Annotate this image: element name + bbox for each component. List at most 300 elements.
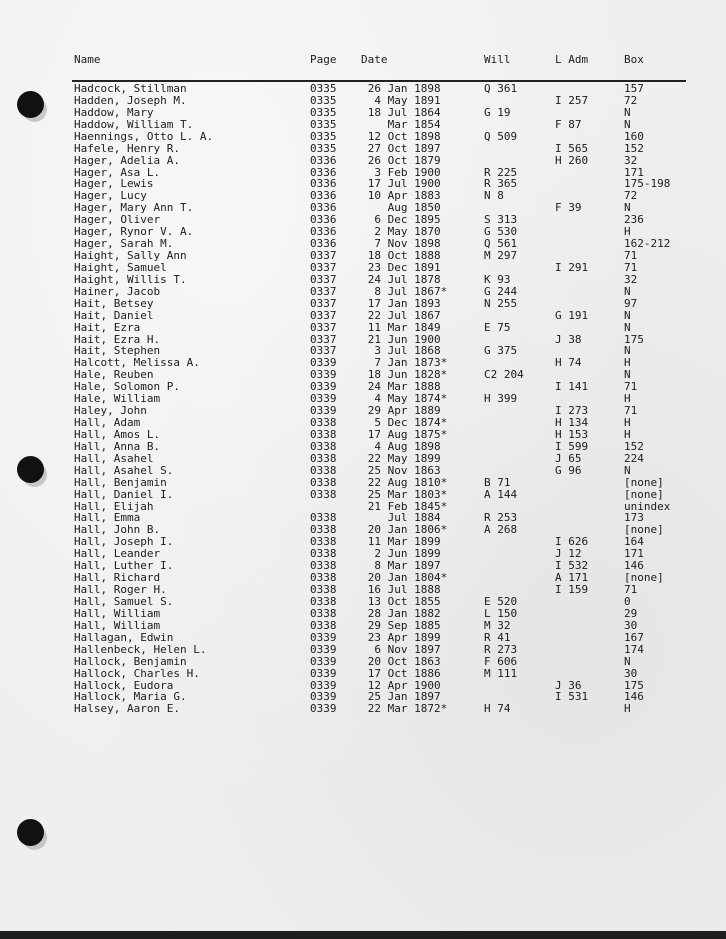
page-cell: 0335 [310, 141, 337, 155]
l-adm-cell: J 38 [555, 332, 582, 346]
l-adm-cell: F 87 [555, 117, 582, 131]
name-cell: Hall, Adam [74, 416, 141, 430]
date-day: 3 [374, 344, 381, 358]
date-month-year: May 1874* [387, 392, 448, 406]
name-cell: Hall, William [74, 606, 161, 620]
date-month-year: Jul 1900 [387, 177, 441, 191]
header-will: Will [484, 53, 511, 66]
date-month-year: Nov 1897 [387, 642, 441, 656]
date-month-year: Aug 1898 [387, 439, 441, 453]
punch-hole-bottom [17, 819, 44, 846]
will-cell: Q 509 [484, 129, 518, 143]
table-row [0, 465, 726, 477]
name-cell: Haley, John [74, 404, 147, 418]
date-day: 4 [374, 439, 381, 453]
box-cell: 175-198 [624, 177, 671, 191]
page-cell: 0339 [310, 666, 337, 680]
name-cell: Hall, Samuel S. [74, 594, 174, 608]
table-row [0, 703, 726, 715]
date-month-year: Aug 1810* [387, 475, 448, 489]
name-cell: Hait, Ezra [74, 320, 141, 334]
date-month-year: Mar 1854 [387, 117, 441, 131]
date-month-year: Dec 1874* [387, 416, 448, 430]
page-cell: 0336 [310, 201, 337, 215]
name-cell: Hager, Asa L. [74, 165, 161, 179]
date-month-year: Jul 1867* [387, 284, 448, 298]
table-row [0, 322, 726, 334]
box-cell: N [624, 117, 631, 131]
page-cell: 0337 [310, 260, 337, 274]
date-day: 17 [367, 666, 381, 680]
table-row [0, 119, 726, 131]
page-cell: 0337 [310, 249, 337, 263]
name-cell: Hager, Adelia A. [74, 153, 180, 167]
date-month-year: Jul 1878 [387, 272, 441, 286]
date-day: 20 [367, 571, 381, 585]
table-row [0, 298, 726, 310]
l-adm-cell: I 532 [555, 559, 589, 573]
l-adm-cell: I 141 [555, 380, 589, 394]
date-day: 3 [374, 165, 381, 179]
date-month-year: Jan 1898 [387, 82, 441, 95]
date-month-year: Oct 1888 [387, 249, 441, 263]
page-cell: 0338 [310, 571, 337, 585]
box-cell: 32 [624, 153, 638, 167]
date-month-year: May 1899 [387, 451, 441, 465]
name-cell: Halcott, Melissa A. [74, 356, 200, 370]
will-cell: M 111 [484, 666, 518, 680]
box-cell: H [624, 416, 631, 430]
box-cell: [none] [624, 523, 664, 537]
box-cell: N [624, 105, 631, 119]
box-cell: 167 [624, 630, 644, 644]
page-cell: 0335 [310, 117, 337, 131]
will-cell: G 530 [484, 225, 518, 239]
date-day: 12 [367, 129, 381, 143]
will-cell: R 225 [484, 165, 518, 179]
l-adm-cell: G 96 [555, 463, 582, 477]
will-cell: C2 204 [484, 368, 524, 382]
date-month-year: Aug 1875* [387, 427, 448, 441]
header-page: Page [310, 53, 337, 66]
date-month-year: Dec 1895 [387, 213, 441, 227]
box-cell: N [624, 654, 631, 668]
l-adm-cell: I 273 [555, 404, 589, 418]
box-cell: H [624, 427, 631, 441]
table-row [0, 656, 726, 668]
date-day: 11 [367, 320, 381, 334]
date-day: 7 [374, 356, 381, 370]
page-cell: 0335 [310, 129, 337, 143]
box-cell: 175 [624, 678, 644, 692]
page-cell: 0336 [310, 153, 337, 167]
name-cell: Hallagan, Edwin [74, 630, 174, 644]
l-adm-cell: I 531 [555, 690, 589, 704]
date-month-year: Jun 1899 [387, 547, 441, 561]
page-cell: 0338 [310, 451, 337, 465]
will-cell: A 144 [484, 487, 518, 501]
date-month-year: Feb 1845* [387, 499, 448, 513]
date-day: 17 [367, 177, 381, 191]
date-day: 6 [374, 213, 381, 227]
l-adm-cell: H 74 [555, 356, 582, 370]
box-cell: 32 [624, 272, 638, 286]
date-day: 5 [374, 416, 381, 430]
page-cell: 0339 [310, 690, 337, 704]
will-cell: M 297 [484, 249, 518, 263]
page-cell: 0338 [310, 511, 337, 525]
date-month-year: Sep 1885 [387, 618, 441, 632]
page-cell: 0336 [310, 189, 337, 203]
date-day: 4 [374, 392, 381, 406]
date-day: 21 [367, 499, 381, 513]
date-month-year: Oct 1886 [387, 666, 441, 680]
date-day: 25 [367, 463, 381, 477]
name-cell: Hall, William [74, 618, 161, 632]
name-cell: Haddow, Mary [74, 105, 154, 119]
page-cell: 0336 [310, 225, 337, 239]
date-month-year: Apr 1899 [387, 630, 441, 644]
name-cell: Hager, Lewis [74, 177, 154, 191]
will-cell: L 150 [484, 606, 518, 620]
date-day: 18 [367, 249, 381, 263]
box-cell: 71 [624, 404, 638, 418]
date-day: 23 [367, 260, 381, 274]
name-cell: Hall, Asahel S. [74, 463, 174, 477]
date-month-year: Mar 1899 [387, 535, 441, 549]
date-month-year: Jan 1897 [387, 690, 441, 704]
box-cell: 29 [624, 606, 638, 620]
page-cell: 0335 [310, 82, 337, 95]
name-cell: Hall, Joseph I. [74, 535, 174, 549]
table-row [0, 286, 726, 298]
page-cell: 0335 [310, 93, 337, 107]
l-adm-cell: G 191 [555, 308, 589, 322]
box-cell: [none] [624, 475, 664, 489]
box-cell: 174 [624, 642, 644, 656]
l-adm-cell: H 153 [555, 427, 589, 441]
box-cell: 152 [624, 141, 644, 155]
page-cell: 0336 [310, 165, 337, 179]
will-cell: F 606 [484, 654, 518, 668]
page-cell: 0339 [310, 356, 337, 370]
name-cell: Hallock, Eudora [74, 678, 174, 692]
box-cell: N [624, 201, 631, 215]
table-header [0, 54, 726, 66]
box-cell: H [624, 702, 631, 716]
box-cell: 71 [624, 583, 638, 597]
l-adm-cell: I 257 [555, 93, 589, 107]
box-cell: 72 [624, 189, 638, 203]
box-cell: 97 [624, 296, 638, 310]
header-box: Box [624, 53, 644, 66]
will-cell: R 253 [484, 511, 518, 525]
date-month-year: May 1891 [387, 93, 441, 107]
name-cell: Halsey, Aaron E. [74, 702, 180, 716]
page-cell: 0338 [310, 416, 337, 430]
box-cell: [none] [624, 571, 664, 585]
name-cell: Haight, Sally Ann [74, 249, 187, 263]
will-cell: N 8 [484, 189, 504, 203]
name-cell: Hait, Betsey [74, 296, 154, 310]
date-month-year: Oct 1897 [387, 141, 441, 155]
date-day: 13 [367, 594, 381, 608]
l-adm-cell: I 159 [555, 583, 589, 597]
date-day: 24 [367, 272, 381, 286]
table-row [0, 143, 726, 155]
l-adm-cell: J 36 [555, 678, 582, 692]
page-cell: 0339 [310, 654, 337, 668]
box-cell: unindex [624, 499, 671, 513]
header-name: Name [74, 53, 101, 66]
l-adm-cell: I 291 [555, 260, 589, 274]
box-cell: N [624, 368, 631, 382]
name-cell: Hall, Benjamin [74, 475, 167, 489]
will-cell: Q 361 [484, 82, 518, 95]
name-cell: Hait, Stephen [74, 344, 161, 358]
name-cell: Haddow, William T. [74, 117, 194, 131]
date-day: 22 [367, 308, 381, 322]
date-day: 18 [367, 368, 381, 382]
box-cell: 173 [624, 511, 644, 525]
l-adm-cell: J 12 [555, 547, 582, 561]
name-cell: Hallock, Charles H. [74, 666, 200, 680]
date-month-year: Jan 1873* [387, 356, 448, 370]
name-cell: Hallock, Benjamin [74, 654, 187, 668]
page-cell: 0338 [310, 559, 337, 573]
page-cell: 0338 [310, 535, 337, 549]
l-adm-cell: I 626 [555, 535, 589, 549]
box-cell: 160 [624, 129, 644, 143]
date-day: 23 [367, 630, 381, 644]
box-cell: 164 [624, 535, 644, 549]
l-adm-cell: H 260 [555, 153, 589, 167]
date-month-year: Apr 1883 [387, 189, 441, 203]
table-row [0, 489, 726, 501]
will-cell: G 19 [484, 105, 511, 119]
page-cell: 0338 [310, 547, 337, 561]
box-cell: 72 [624, 93, 638, 107]
box-cell: N [624, 463, 631, 477]
page-cell: 0337 [310, 344, 337, 358]
date-day: 2 [374, 225, 381, 239]
page-cell: 0339 [310, 380, 337, 394]
name-cell: Hager, Rynor V. A. [74, 225, 194, 239]
date-day: 21 [367, 332, 381, 346]
will-cell: H 399 [484, 392, 518, 406]
l-adm-cell: J 65 [555, 451, 582, 465]
box-cell: 171 [624, 547, 644, 561]
date-day: 24 [367, 380, 381, 394]
name-cell: Haight, Samuel [74, 260, 167, 274]
date-day: 26 [367, 153, 381, 167]
date-cell [361, 703, 463, 715]
l-adm-cell: I 565 [555, 141, 589, 155]
date-day: 11 [367, 535, 381, 549]
date-day: 22 [367, 702, 381, 716]
date-day: 25 [367, 690, 381, 704]
date-month-year: Mar 1872* [387, 702, 448, 716]
date-day: 17 [367, 296, 381, 310]
date-month-year: Jul 1868 [387, 344, 441, 358]
box-cell: 30 [624, 666, 638, 680]
date-day: 12 [367, 678, 381, 692]
header-l-adm: L Adm [555, 53, 589, 66]
page-cell: 0335 [310, 105, 337, 119]
page-cell: 0337 [310, 296, 337, 310]
date-day: 16 [367, 583, 381, 597]
name-cell: Hager, Lucy [74, 189, 147, 203]
box-cell: 162-212 [624, 237, 671, 251]
name-cell: Haennings, Otto L. A. [74, 129, 214, 143]
date-day: 4 [374, 93, 381, 107]
page-cell: 0339 [310, 702, 337, 716]
date-month-year: Oct 1898 [387, 129, 441, 143]
will-cell: B 71 [484, 475, 511, 489]
table-row [0, 644, 726, 656]
page-cell: 0338 [310, 606, 337, 620]
name-cell: Hainer, Jacob [74, 284, 161, 298]
date-month-year: Nov 1898 [387, 237, 441, 251]
will-cell: G 244 [484, 284, 518, 298]
date-month-year: May 1870 [387, 225, 441, 239]
page-cell: 0339 [310, 642, 337, 656]
l-adm-cell: A 171 [555, 571, 589, 585]
box-cell: N [624, 344, 631, 358]
page-cell: 0337 [310, 308, 337, 322]
date-month-year: Oct 1879 [387, 153, 441, 167]
box-cell: H [624, 392, 631, 406]
name-cell: Hall, Elijah [74, 499, 154, 513]
date-month-year: Nov 1863 [387, 463, 441, 477]
name-cell: Hait, Ezra H. [74, 332, 161, 346]
name-cell: Hall, Leander [74, 547, 161, 561]
will-cell: E 520 [484, 594, 518, 608]
will-cell: M 32 [484, 618, 511, 632]
page-cell: 0338 [310, 427, 337, 441]
name-cell: Hafele, Henry R. [74, 141, 180, 155]
table-row [0, 155, 726, 167]
page-cell: 0338 [310, 463, 337, 477]
name-cell: Hall, Richard [74, 571, 161, 585]
date-month-year: Oct 1855 [387, 594, 441, 608]
date-month-year: Jan 1893 [387, 296, 441, 310]
date-month-year: Dec 1891 [387, 260, 441, 274]
date-day: 6 [374, 642, 381, 656]
box-cell: N [624, 320, 631, 334]
page-cell: 0339 [310, 630, 337, 644]
date-day: 20 [367, 654, 381, 668]
page-cell: 0338 [310, 523, 337, 537]
date-month-year: Jan 1882 [387, 606, 441, 620]
will-cell: E 75 [484, 320, 511, 334]
date-month-year: Jul 1864 [387, 105, 441, 119]
page-cell: 0339 [310, 368, 337, 382]
box-cell: 71 [624, 380, 638, 394]
date-day: 2 [374, 547, 381, 561]
date-month-year: Jan 1806* [387, 523, 448, 537]
box-cell: 175 [624, 332, 644, 346]
name-cell: Hager, Sarah M. [74, 237, 174, 251]
will-cell: H 74 [484, 702, 511, 716]
date-month-year: Jan 1804* [387, 571, 448, 585]
date-day: 8 [374, 559, 381, 573]
date-month-year: Feb 1900 [387, 165, 441, 179]
page-cell: 0337 [310, 320, 337, 334]
date-month-year: Jul 1884 [387, 511, 441, 525]
l-adm-cell: F 39 [555, 201, 582, 215]
name-cell: Haight, Willis T. [74, 272, 187, 286]
l-adm-cell: H 134 [555, 416, 589, 430]
name-cell: Hall, Daniel I. [74, 487, 174, 501]
table-row [0, 668, 726, 680]
page-cell: 0337 [310, 332, 337, 346]
name-cell: Hallenbeck, Helen L. [74, 642, 207, 656]
name-cell: Hallock, Maria G. [74, 690, 187, 704]
name-cell: Hall, Luther I. [74, 559, 174, 573]
date-month-year: Mar 1849 [387, 320, 441, 334]
will-cell: S 313 [484, 213, 518, 227]
box-cell: N [624, 308, 631, 322]
page-cell: 0336 [310, 213, 337, 227]
date-day: 27 [367, 141, 381, 155]
date-month-year: Mar 1888 [387, 380, 441, 394]
name-cell: Hall, Anna B. [74, 439, 161, 453]
name-cell: Hale, Reuben [74, 368, 154, 382]
date-day: 22 [367, 475, 381, 489]
box-cell: 30 [624, 618, 638, 632]
will-cell: Q 561 [484, 237, 518, 251]
page-cell: 0339 [310, 678, 337, 692]
table-row [0, 477, 726, 489]
date-month-year: Apr 1900 [387, 678, 441, 692]
date-month-year: Apr 1889 [387, 404, 441, 418]
name-cell: Hager, Oliver [74, 213, 161, 227]
page-cell: 0338 [310, 583, 337, 597]
box-cell: 146 [624, 559, 644, 573]
date-month-year: Jun 1900 [387, 332, 441, 346]
box-cell: 157 [624, 82, 644, 95]
date-day: 29 [367, 618, 381, 632]
date-month-year: Mar 1803* [387, 487, 448, 501]
page-cell: 0339 [310, 392, 337, 406]
table-row [0, 131, 726, 143]
will-cell: K 93 [484, 272, 511, 286]
date-day: 29 [367, 404, 381, 418]
box-cell: 0 [624, 594, 631, 608]
name-cell: Hager, Mary Ann T. [74, 201, 194, 215]
scanner-edge-band [0, 931, 726, 939]
date-day: 22 [367, 451, 381, 465]
page-cell: 0336 [310, 177, 337, 191]
name-cell: Hadcock, Stillman [74, 82, 187, 95]
date-day: 8 [374, 284, 381, 298]
page-cell: 0338 [310, 475, 337, 489]
page-cell: 0338 [310, 594, 337, 608]
date-day: 25 [367, 487, 381, 501]
name-cell: Hale, William [74, 392, 161, 406]
table-row [0, 632, 726, 644]
will-cell: R 273 [484, 642, 518, 656]
date-day: 17 [367, 427, 381, 441]
page-cell: 0336 [310, 237, 337, 251]
will-cell: G 375 [484, 344, 518, 358]
page-cell: 0338 [310, 618, 337, 632]
will-cell: R 41 [484, 630, 511, 644]
l-adm-cell: I 599 [555, 439, 589, 453]
date-day: 18 [367, 105, 381, 119]
name-cell: Hait, Daniel [74, 308, 154, 322]
